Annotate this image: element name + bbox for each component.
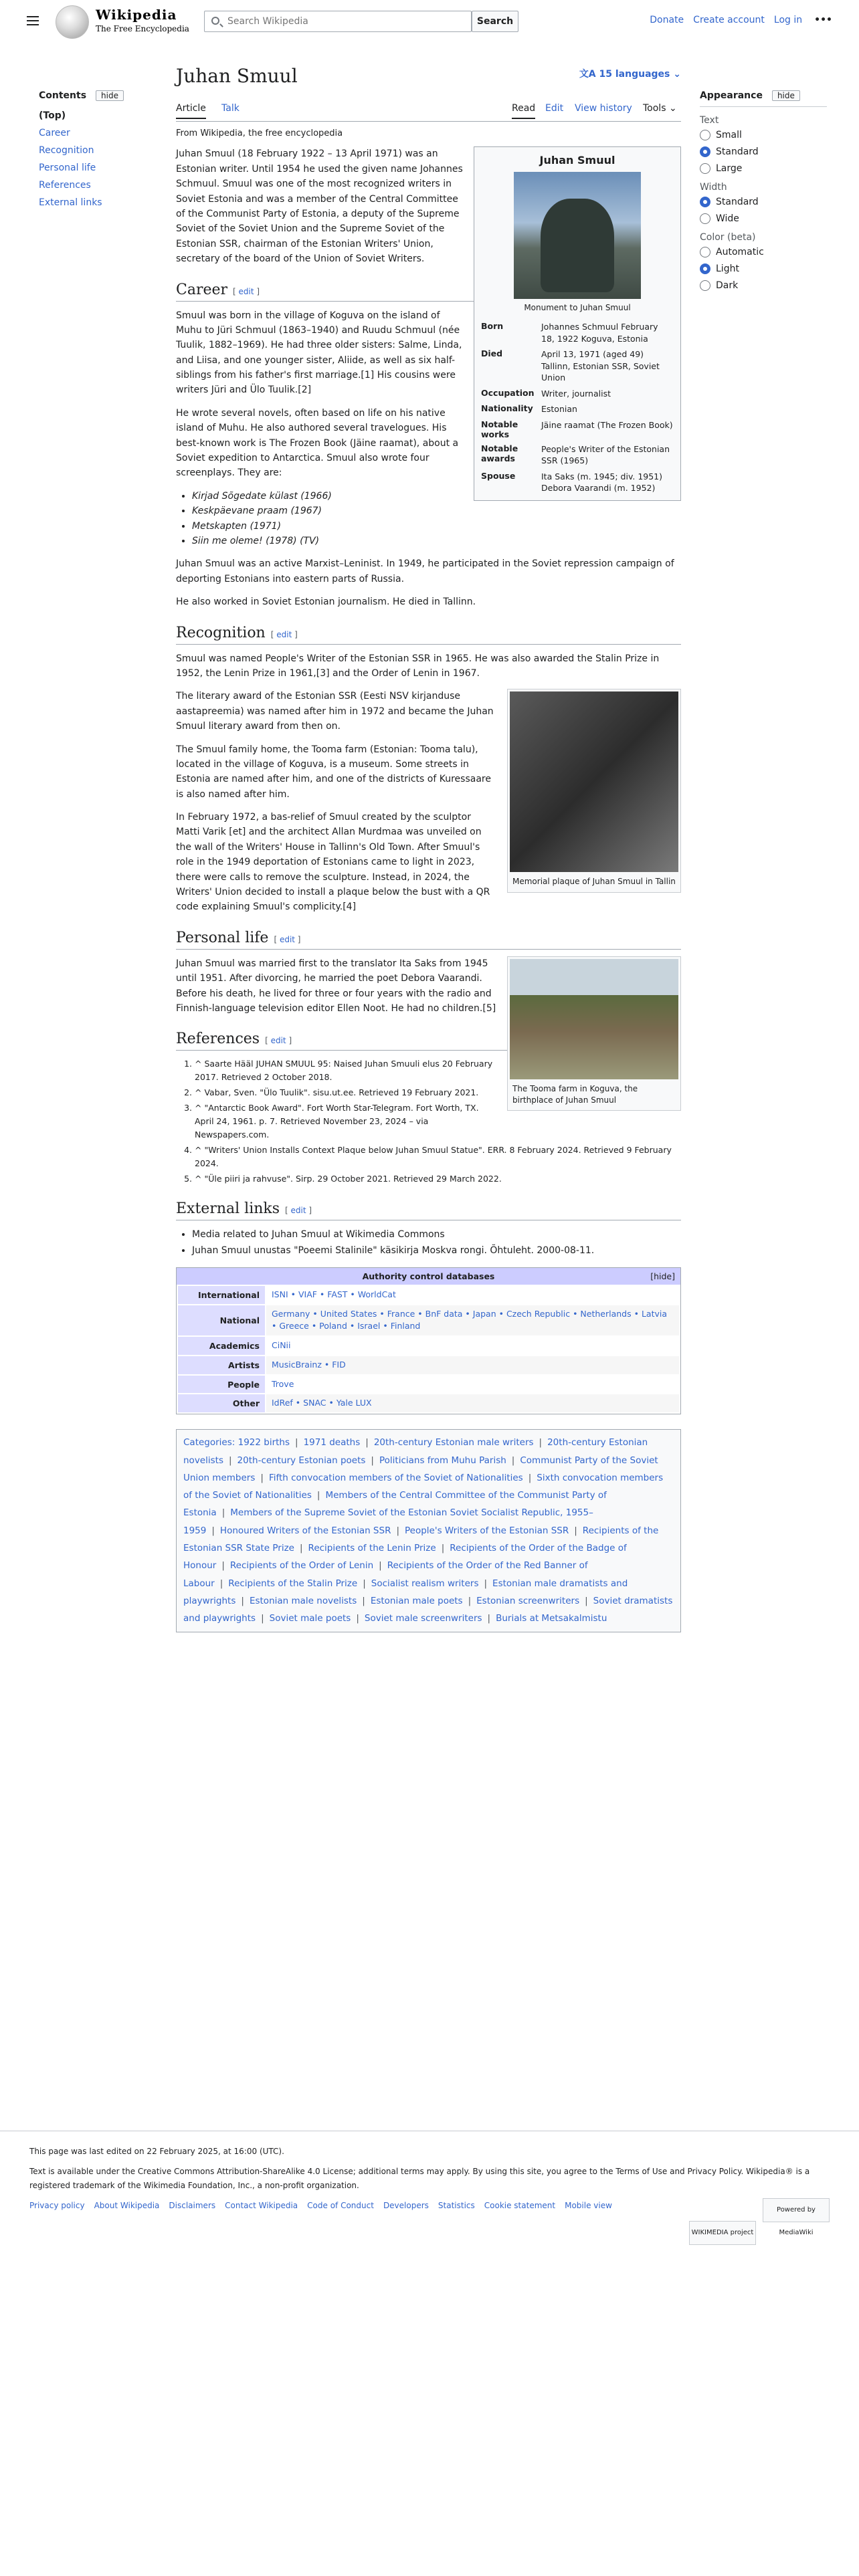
page-footer: [0, 2131, 859, 2576]
wikimedia-badge[interactable]: WIKIMEDIA project: [689, 2221, 756, 2245]
category-separator: |: [574, 1525, 577, 1536]
infobox-table: [478, 319, 676, 496]
recognition-paragraph-4: In February 1972, a bas-relief of Smuul created by the sculptor Matti Varik [et] and the architect Allan Murdmaa was unveiled on the wall of the Writers' House in Tallinn's Old Town. After Smuul's role in the 1949 deportation of Estonians came to light in 2023, there were calls to remove the sculpture. Instead, in 2024, the Writers' Union decided to install a plaque below the bust with a QR code explaining Smuul's complicity.[4]: [176, 812, 490, 913]
monument-photo[interactable]: [514, 172, 641, 299]
authority-hide-button[interactable]: [hide]: [650, 1271, 675, 1281]
category-separator: |: [379, 1560, 382, 1572]
list-item: • Siin me oleme! (1978) (TV): [192, 534, 681, 548]
category-link[interactable]: Fifth convocation members of the Soviet of Nationalities: [268, 1472, 523, 1483]
category-link[interactable]: Recipients of the Estonian SSR State Prize: [183, 1525, 659, 1554]
category-separator: |: [396, 1525, 400, 1536]
category-separator: |: [371, 1455, 374, 1466]
login-link[interactable]: Log in: [773, 15, 803, 25]
authority-row: [178, 1376, 679, 1394]
radio-button[interactable]: [700, 280, 710, 291]
toc-item: [39, 197, 139, 208]
infobox-label: Occupation: [481, 387, 535, 398]
farm-image[interactable]: [510, 959, 678, 1079]
recognition-paragraph-3: The Smuul family home, the Tooma farm (Estonian: Tooma talu), located in the village of Koguva, is a museum. Some streets in Estonia are named after him, and one of the districts of Kuressaare is also named after him.: [176, 744, 491, 800]
personal-paragraph: Juhan Smuul was married first to the translator Ita Saks from 1945 until 1951. After divorcing, he married the poet Debora Vaarandi. Before his death, he lived for three or four years with the radio and Finnish-language television editor Ellen Noot. He had no children.[5]: [176, 958, 496, 1014]
heading-external-links: External links [ edit ]: [176, 1200, 681, 1220]
infobox-row: [478, 469, 676, 496]
authority-value[interactable]: Trove: [266, 1376, 679, 1394]
footer-link[interactable]: Mobile view: [565, 2201, 612, 2211]
tab-view-history[interactable]: View history: [575, 103, 632, 114]
radio-button[interactable]: [700, 263, 710, 274]
reference-item: 3. ^ "Antarctic Book Award". Fort Worth Star-Telegram. Fort Worth, TX. April 24, 1961. p. 7. Retrieved November 23, 2024 – via Newspapers.com.: [195, 1101, 681, 1142]
tab-article[interactable]: Article: [176, 103, 206, 119]
career-paragraph-4: He also worked in Soviet Estonian journalism. He died in Tallinn.: [176, 597, 476, 608]
category-link[interactable]: Members of the Supreme Soviet of the Estonian Soviet Socialist Republic, 1955–1959: [183, 1507, 593, 1536]
mediawiki-badge[interactable]: Powered by MediaWiki: [763, 2198, 830, 2222]
toc-link[interactable]: References: [39, 180, 91, 191]
infobox: [474, 146, 681, 501]
category-separator: |: [365, 1437, 369, 1448]
heading-career: Career [ edit ]: [176, 282, 681, 302]
logo-subtitle: The Free Encyclopedia: [96, 24, 189, 33]
category-link[interactable]: 20th-century Estonian novelists: [183, 1437, 648, 1466]
infobox-row: [478, 441, 676, 469]
footer-link[interactable]: Statistics: [438, 2201, 475, 2211]
infobox-value: Johannes Schmuul February 18, 1922 Koguva, Estonia: [541, 322, 658, 344]
tools-menu[interactable]: Tools ⌄: [643, 103, 677, 114]
farm-caption: The Tooma farm in Koguva, the birthplace of Juhan Smuul: [512, 1083, 638, 1105]
recognition-paragraph-2: The literary award of the Estonian SSR (Eesti NSV kirjanduse aastapreemia) was named after him in 1972 and became the Juhan Smuul literary award from then on.: [176, 691, 494, 732]
create-account-link[interactable]: Create account: [693, 15, 765, 25]
page-tabs: [176, 96, 681, 122]
category-link[interactable]: Estonian male dramatists and playwrights: [183, 1578, 628, 1607]
heading-recognition: Recognition [ edit ]: [176, 625, 681, 645]
heading-references: References [ edit ]: [176, 1031, 681, 1051]
authority-label: National: [178, 1305, 265, 1336]
toc-item: [39, 110, 139, 121]
radio-option-color[interactable]: [700, 263, 827, 274]
category-separator: |: [441, 1543, 445, 1554]
category-link[interactable]: Members of the Central Committee of the Communist Party of Estonia: [183, 1490, 607, 1519]
category-separator: |: [260, 1472, 264, 1483]
toc-link[interactable]: Personal life: [39, 163, 96, 173]
authority-value[interactable]: Germany • United States • France • BnF data • Japan • Czech Republic • Netherlands • Latvia • Greece • Poland • Israel • Finland: [266, 1305, 679, 1336]
translate-icon: 文A: [579, 69, 599, 80]
category-link[interactable]: 20th-century Estonian poets: [237, 1455, 366, 1466]
text-size-heading: Text: [700, 115, 719, 126]
category-separator: |: [356, 1613, 359, 1624]
infobox-value: Jäine raamat (The Frozen Book): [541, 419, 673, 430]
tab-talk[interactable]: Talk: [221, 103, 240, 114]
search-button[interactable]: Search: [472, 11, 518, 32]
category-link[interactable]: Soviet male screenwriters: [364, 1613, 482, 1624]
category-link[interactable]: Recipients of the Order of the Red Banner of Labour: [183, 1560, 588, 1589]
category-link[interactable]: 1922 births: [237, 1437, 290, 1448]
heading-personal-life: Personal life [ edit ]: [176, 930, 681, 950]
radio-option-text[interactable]: [700, 146, 827, 157]
radio-button[interactable]: [700, 130, 710, 140]
logo-title[interactable]: Wikipedia: [96, 7, 177, 23]
plaque-caption: Memorial plaque of Juhan Smuul in Tallin: [512, 877, 676, 887]
category-separator: |: [585, 1596, 588, 1607]
radio-option-color[interactable]: [700, 280, 827, 291]
infobox-row: [478, 401, 676, 417]
category-separator: |: [362, 1596, 365, 1607]
radio-label: Standard: [716, 197, 759, 207]
infobox-row: [478, 346, 676, 386]
category-separator: |: [539, 1437, 543, 1448]
category-separator: |: [211, 1525, 215, 1536]
category-link[interactable]: Politicians from Muhu Parish: [379, 1455, 506, 1466]
edit-recognition-link[interactable]: edit: [276, 629, 292, 639]
category-separator: |: [299, 1543, 303, 1554]
toc-item: [39, 180, 139, 191]
categories-box: [176, 1429, 681, 1632]
category-separator: |: [528, 1472, 532, 1483]
radio-label: Automatic: [716, 247, 764, 257]
article-main: [176, 64, 681, 1632]
category-separator: |: [487, 1613, 491, 1624]
toc-link[interactable]: (Top): [39, 110, 66, 121]
category-link[interactable]: Soviet dramatists and playwrights: [183, 1596, 673, 1624]
reference-item: 5. ^ "Üle piiri ja rahvuse". Sirp. 29 October 2021. Retrieved 29 March 2022.: [195, 1172, 681, 1186]
edit-external-links-link[interactable]: edit: [290, 1206, 306, 1216]
appearance-title: Appearance: [700, 90, 763, 101]
tagline: From Wikipedia, the free encyclopedia: [176, 128, 343, 139]
radio-label: Light: [716, 263, 739, 274]
infobox-caption: Monument to Juhan Smuul: [524, 303, 631, 313]
edit-references-link[interactable]: edit: [270, 1036, 286, 1046]
license-text: Text is available under the Creative Commons Attribution-ShareAlike 4.0 License; additional terms may apply. By using this site, you agree to the Terms of Use and Privacy Policy. Wikipedia® is a registered trademark of the Wikimedia Foundation, Inc., a non-profit organization.: [29, 2167, 810, 2190]
edit-career-link[interactable]: edit: [238, 286, 254, 296]
category-link[interactable]: Estonian male novelists: [249, 1596, 357, 1607]
plaque-image[interactable]: [510, 691, 678, 872]
infobox-label: Nationality: [481, 403, 533, 414]
radio-button[interactable]: [700, 247, 710, 257]
category-link[interactable]: Estonian screenwriters: [476, 1596, 580, 1607]
external-link[interactable]: • Juhan Smuul unustas "Poeemi Stalinile" käsikirja Moskva rongi. Õhtuleht. 2000-08-11.: [192, 1243, 681, 1259]
authority-label: Other: [178, 1394, 265, 1412]
authority-label: International: [178, 1286, 265, 1304]
category-separator: |: [511, 1455, 515, 1466]
recognition-paragraph-1: Smuul was named People's Writer of the Estonian SSR in 1965. He was also awarded the Stalin Prize in 1952, the Lenin Prize in 1961,[3] and the Order of Lenin in 1967.: [176, 653, 660, 679]
category-link[interactable]: 20th-century Estonian male writers: [373, 1437, 534, 1448]
list-item: • Kirjad Sõgedate külast (1966): [192, 489, 681, 504]
infobox-label: Born: [481, 321, 504, 332]
category-link[interactable]: Socialist realism writers: [371, 1578, 479, 1589]
career-paragraph-3: Juhan Smuul was an active Marxist–Leninist. In 1949, he participated in the Soviet repression campaign of deporting Estonians into eastern parts of Russia.: [176, 558, 674, 584]
authority-control: [176, 1267, 681, 1414]
infobox-value: Writer, journalist: [541, 388, 611, 399]
search-icon: [211, 17, 219, 25]
category-separator: |: [228, 1455, 232, 1466]
footer-link[interactable]: Cookie statement: [484, 2201, 556, 2211]
radio-label: Dark: [716, 280, 739, 291]
category-link[interactable]: 1971 deaths: [303, 1437, 361, 1448]
authority-row: [178, 1305, 679, 1336]
infobox-label: Notable works: [481, 419, 518, 439]
toc-item: [39, 128, 139, 138]
wikipedia-globe-icon[interactable]: [56, 5, 89, 39]
radio-option-text[interactable]: [700, 130, 827, 140]
radio-option-width[interactable]: [700, 197, 827, 207]
site-header: [0, 0, 859, 41]
infobox-label: Died: [481, 348, 503, 359]
category-link[interactable]: Recipients of the Order of Lenin: [229, 1560, 374, 1572]
toc-title: Contents: [39, 90, 87, 101]
infobox-title: Juhan Smuul: [539, 154, 615, 167]
authority-title[interactable]: Authority control databases: [362, 1271, 495, 1281]
infobox-row: [478, 319, 676, 346]
category-separator: |: [295, 1437, 298, 1448]
main-menu-icon[interactable]: [27, 16, 39, 25]
infobox-row: [478, 417, 676, 441]
reference-item: 4. ^ "Writers' Union Installs Context Plaque below Juhan Smuul Statue". ERR. 8 February 2024. Retrieved 9 February 2024.: [195, 1144, 681, 1170]
toc-item: [39, 145, 139, 156]
search-box[interactable]: [204, 11, 472, 32]
category-separator: |: [484, 1578, 488, 1589]
donate-link[interactable]: Donate: [650, 15, 684, 25]
radio-button[interactable]: [700, 146, 710, 157]
external-links-list: [192, 1227, 681, 1259]
category-separator: |: [241, 1596, 244, 1607]
last-edited: This page was last edited on 22 February 2025, at 16:00 (UTC).: [29, 2147, 284, 2156]
footer-link[interactable]: About Wikipedia: [94, 2201, 160, 2211]
infobox-label: Notable awards: [481, 443, 518, 463]
footer-link[interactable]: Privacy policy: [29, 2201, 85, 2211]
toc-link[interactable]: External links: [39, 197, 102, 208]
infobox-value: Ita Saks (m. 1945; div. 1951) Debora Vaarandi (m. 1952): [541, 471, 663, 494]
toc-hide-button[interactable]: hide: [96, 90, 124, 101]
authority-value[interactable]: MusicBrainz • FID: [266, 1356, 679, 1374]
radio-label: Small: [716, 130, 742, 140]
category-link[interactable]: Soviet male poets: [269, 1613, 351, 1624]
radio-button[interactable]: [700, 163, 710, 174]
farm-figure: [507, 956, 681, 1111]
infobox-value: April 13, 1971 (aged 49) Tallinn, Estonian SSR, Soviet Union: [541, 349, 660, 383]
category-link[interactable]: Recipients of the Lenin Prize: [308, 1543, 436, 1554]
more-options-icon[interactable]: •••: [814, 15, 832, 25]
category-link[interactable]: Sixth convocation members of the Soviet of Nationalities: [183, 1472, 664, 1501]
intro-paragraph: Juhan Smuul (18 February 1922 – 13 April 1971) was an Estonian writer. Until 1954 he used the given name Johannes Schmuul. Smuul was one of the most recognized writers in Soviet Estonia and was a member of the Central Committee of the Communist Party of Estonia, a deputy of the Supreme Soviet of the Soviet Union and the Supreme Soviet of the Estonian SSR, chairman of the Estonian Writers' Union, secretary of the board of the Union of Soviet Writers.: [176, 148, 463, 265]
footer-link[interactable]: Developers: [383, 2201, 429, 2211]
footer-link[interactable]: Contact Wikipedia: [225, 2201, 298, 2211]
category-link[interactable]: Estonian male poets: [370, 1596, 463, 1607]
authority-row: [178, 1394, 679, 1412]
user-links: [640, 15, 832, 25]
footer-link[interactable]: Code of Conduct: [307, 2201, 374, 2211]
authority-row: [178, 1286, 679, 1304]
authority-label: People: [178, 1376, 265, 1394]
category-link[interactable]: Communist Party of the Soviet Union members: [183, 1455, 658, 1483]
radio-option-text[interactable]: [700, 163, 827, 174]
category-link[interactable]: Honoured Writers of the Estonian SSR: [219, 1525, 391, 1536]
appearance-panel: [700, 90, 827, 297]
category-separator: |: [468, 1596, 472, 1607]
footer-link[interactable]: Disclaimers: [169, 2201, 216, 2211]
category-link[interactable]: Recipients of the Stalin Prize: [228, 1578, 358, 1589]
category-separator: |: [261, 1613, 264, 1624]
categories-label[interactable]: Categories:: [183, 1437, 238, 1448]
page-title: Juhan Smuul: [176, 65, 298, 87]
list-item: • Metskapten (1971): [192, 519, 681, 534]
radio-button[interactable]: [700, 213, 710, 224]
authority-label: Artists: [178, 1356, 265, 1374]
radio-label: Wide: [716, 213, 739, 224]
authority-value[interactable]: CiNii: [266, 1337, 679, 1355]
color-heading: Color (beta): [700, 232, 756, 243]
infobox-value: People's Writer of the Estonian SSR (1965): [541, 443, 670, 466]
category-link[interactable]: People's Writers of the Estonian SSR: [405, 1525, 569, 1536]
career-paragraph-2: He wrote several novels, often based on life on his native island of Muhu. He also authored several travelogues. His best-known work is The Frozen Book (Jäine raamat), about a Soviet expedition to Antarctica. Smuul also wrote four screenplays. They are:: [176, 407, 459, 479]
list-item: • Keskpäevane praam (1967): [192, 504, 681, 518]
width-heading: Width: [700, 182, 727, 193]
reference-item: 2. ^ Vabar, Sven. "Ülo Tuulik". sisu.ut.ee. Retrieved 19 February 2021.: [195, 1086, 681, 1099]
tab-read[interactable]: Read: [512, 103, 535, 119]
infobox-label: Spouse: [481, 470, 516, 481]
plaque-figure: [507, 689, 681, 893]
external-link[interactable]: • Media related to Juhan Smuul at Wikimedia Commons: [192, 1227, 681, 1243]
table-of-contents: [39, 90, 139, 215]
category-separator: |: [316, 1490, 320, 1501]
toc-link[interactable]: Career: [39, 128, 70, 138]
category-separator: |: [221, 1560, 225, 1572]
career-paragraph-1: Smuul was born in the village of Koguva on the island of Muhu to Jüri Schmuul (1863–1940) and Ruudu Schmuul (née Tuulik, 1882–1969). He had three older sisters: Salme, Linda, and Liisa, and one younger sister, Aliide, as well as six half-siblings from his father's first marriage.[1] His cousins were writers Jüri and Ülo Tuulik.[2]: [176, 310, 462, 396]
tab-edit[interactable]: Edit: [545, 103, 564, 114]
authority-label: Academics: [178, 1337, 265, 1355]
appearance-hide-button[interactable]: hide: [772, 90, 800, 101]
authority-value[interactable]: ISNI • VIAF • FAST • WorldCat: [266, 1286, 679, 1304]
toc-link[interactable]: Recognition: [39, 145, 94, 156]
category-separator: |: [363, 1578, 366, 1589]
radio-option-color[interactable]: [700, 247, 827, 257]
category-separator: |: [219, 1578, 223, 1589]
toc-item: [39, 163, 139, 173]
reference-item: 1. ^ Saarte Hääl JUHAN SMUUL 95: Naised Juhan Smuuli elus 20 February 2017. Retrieved 2 October 2018.: [195, 1057, 681, 1084]
infobox-row: [478, 386, 676, 402]
authority-value[interactable]: IdRef • SNAC • Yale LUX: [266, 1394, 679, 1412]
search-input[interactable]: [227, 15, 448, 27]
radio-label: Large: [716, 163, 743, 174]
authority-row: [178, 1337, 679, 1355]
category-link[interactable]: Burials at Metsakalmistu: [496, 1613, 607, 1624]
infobox-value: Estonian: [541, 404, 577, 415]
category-link[interactable]: Recipients of the Order of the Badge of Honour: [183, 1543, 627, 1572]
radio-option-width[interactable]: [700, 213, 827, 224]
edit-personal-life-link[interactable]: edit: [279, 934, 295, 944]
radio-label: Standard: [716, 146, 759, 157]
language-button[interactable]: 文A 15 languages ⌄: [579, 69, 681, 80]
authority-row: [178, 1356, 679, 1374]
radio-button[interactable]: [700, 197, 710, 207]
category-separator: |: [221, 1507, 225, 1519]
